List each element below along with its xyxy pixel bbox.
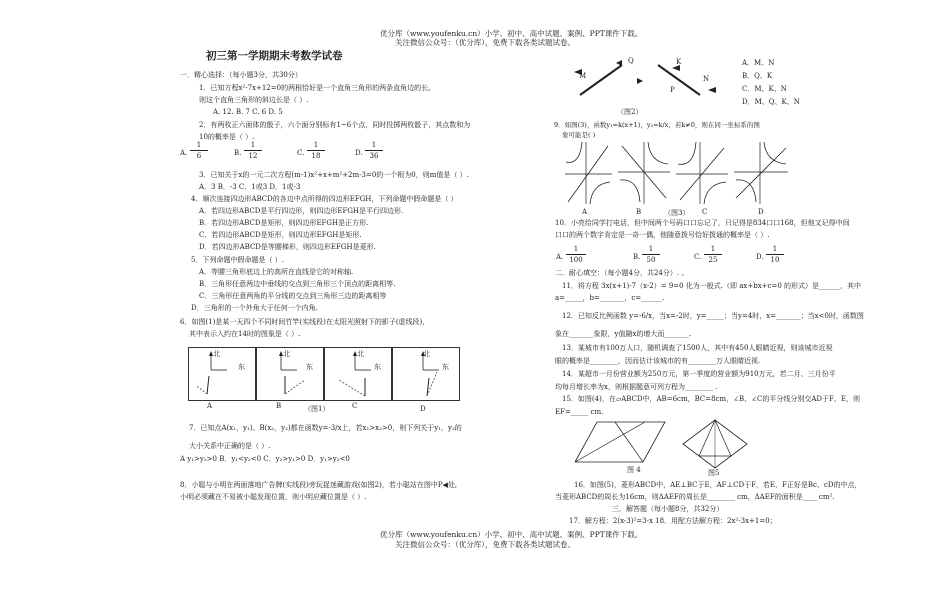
q4-option-b: B．若四边形ABCD是矩形，则四边形EFGH是正方形. xyxy=(199,219,369,227)
fig1-label-d: D xyxy=(420,405,426,413)
q10-frac-a: 1 100 xyxy=(566,245,586,264)
q5-option-b: B．三角形任意两边中垂线的交点到三角形三个顶点的距离相等. xyxy=(199,280,396,288)
q4-option-c: C．若四边形ABCD是矩形，则四边形EFGH是矩形. xyxy=(199,231,362,239)
fig1-box-b xyxy=(256,347,324,401)
fig3-graph-d xyxy=(734,142,788,204)
footer-line-2: 关注微信公众号：（优分库），免费下载各类试题试卷。 xyxy=(395,540,575,549)
fig2-m: M xyxy=(579,72,587,80)
q8-stem-2: 小明必须藏在不易被小聪发现位置，则小明应藏位置是（ ）. xyxy=(180,493,367,501)
q6-stem-1: 6．如图(1)是某一天四个不同时间竹竿(实线段)在太阳光照射下的影子(虚线段)， xyxy=(180,318,430,326)
fig45-drawing xyxy=(575,418,815,470)
header-line-2: 关注微信公众号：（优分库），免费下载各类试题试卷。 xyxy=(395,38,575,47)
q2-option-b: B. xyxy=(234,149,242,157)
fig2-q-marker xyxy=(616,60,622,66)
q16-line-1: 16．如图(5)，菱形ABCD中，AE⊥BC于E，AF⊥CD于F，若E、F正好是Bc、cD的中点， xyxy=(574,481,862,489)
q10-option-a: A. xyxy=(556,253,564,261)
fig1-d-north: 北 xyxy=(423,350,430,358)
fig1-c-north: 北 xyxy=(357,350,364,358)
q2-stem-1: 2．有两枚正六面体的骰子，六个面分别标有1~6个点，同时投掷两枚骰子，其点数和为 xyxy=(199,121,471,129)
fig1-c-east: 东 xyxy=(374,363,381,371)
fig4-caption: 图 4 xyxy=(627,466,641,474)
q2-frac-c: 1 18 xyxy=(307,141,325,160)
fig2-k: K xyxy=(676,58,682,66)
q11-line-1: 11．将方程 3x(x+1)-7（x-2）= 9=0 化为一般式.（即 ax+bx+c=0 的形式）是______，其中 xyxy=(562,282,862,290)
q14-line-2: 均每月增长率为x，则根据题意可列方程为________ . xyxy=(555,383,718,391)
q8-stem-1: 8．小聪与小明在两面落地广告牌(实线段)旁玩捉迷藏游戏(如图2)，若小聪站在图中P◀处, xyxy=(180,481,458,489)
q10-option-b: B. xyxy=(633,253,641,261)
fig1-a-drawing xyxy=(189,348,255,400)
section-3-heading: 三．解答题（每小题8分，共32分） xyxy=(612,505,724,513)
q10-option-d: D. xyxy=(756,253,764,261)
fig1-label-c: C xyxy=(352,402,358,410)
q6-stem-2: 其中表示入约在14时的图象是（ ）. xyxy=(189,330,301,338)
fig2-p-marker xyxy=(637,78,643,84)
fig1-label-b: B xyxy=(276,402,282,410)
section-1-heading: 一．精心选择：（每小题3分，共30分） xyxy=(180,71,302,79)
q2-frac-a: 1 6 xyxy=(190,141,208,160)
fig3-label-d: D xyxy=(758,208,764,216)
fig1-a-north: 北 xyxy=(213,350,220,358)
q2-option-d: D. xyxy=(355,149,363,157)
fig3-drawing xyxy=(560,132,790,207)
q9-stem: 9．如图(3)，函数y₁=k(x+1)，y₂=k/x，若k≠0，则在同一坐标系的图 xyxy=(554,121,760,129)
q10-frac-b: 1 50 xyxy=(642,245,660,264)
q2-option-c: C. xyxy=(297,149,305,157)
q1-stem-2: 则这个直角三角形的斜边长是（ ）. xyxy=(199,96,309,104)
section-2-heading: 二．耐心填空：（每小题4分，共24分）. 。 xyxy=(555,269,689,277)
fig1-b-east: 东 xyxy=(306,363,313,371)
fig4-parallelogram xyxy=(575,422,665,462)
q4-option-d: D．若四边形ABCD是等腰梯形，则四边形EFGH是菱形. xyxy=(199,243,376,251)
fig3-caption: （图3） xyxy=(664,209,690,217)
q5-option-d: D．三角形的一个外角大于任何一个内角. xyxy=(191,304,318,312)
q5-option-c: C．三角形任意两角的平分线的交点到三角形三边的距离相等 xyxy=(199,292,387,300)
fig1-b-north: 北 xyxy=(283,350,290,358)
header-line-1: 优分库（www.youfenku.cn）小学、初中、高中试题、案例、PPT课件下载。 xyxy=(380,29,643,38)
fig3-graph-b xyxy=(618,142,670,204)
fig2-n: N xyxy=(703,75,710,83)
q10-option-c: C. xyxy=(694,253,702,261)
fig2-caption: （图2） xyxy=(617,108,643,116)
fig1-caption: （图1） xyxy=(304,405,330,413)
fig2-p: P xyxy=(670,86,675,94)
q1-options: A. 12. B. 7 C. 6 D. 5 xyxy=(213,108,283,116)
q15-line-1: 15．如图(4)，在▱ABCD中，AB=6cm，BC=8cm，∠B、∠C的平分线分别交AD于F、E，则 xyxy=(562,395,860,403)
q10-stem-2: 口口的两个数字肯定是一奇一偶，他随意拨号恰好拨通的概率是（ ）. xyxy=(555,231,770,239)
q3-stem: 3．已知关于x的一元二次方程(m-1)x²+x+m²+2m-3=0的一个根为0，则m值是（ ）. xyxy=(199,171,469,179)
fig3-label-b: B xyxy=(636,208,642,216)
fig1-a-east: 东 xyxy=(238,363,245,371)
q5-stem: 5．下列命题中假命题是（ ）. xyxy=(191,256,284,264)
q1-stem-1: 1．已知方程x²-7x+12=0的两根恰好是一个直角三角形的两条直角边的长, xyxy=(199,84,431,92)
fig5-caption: 图5 xyxy=(708,469,720,477)
fig3-label-c: C xyxy=(702,208,708,216)
page-title: 初三第一学期期末考数学试卷 xyxy=(206,50,343,62)
q11-line-2: a=_____，b=_______，c=______. xyxy=(555,294,665,302)
q7-stem-2: 大小关系中正确的是（ ）. xyxy=(189,442,271,450)
q8-option-c: C．M、K、N xyxy=(742,85,787,93)
q2-frac-b: 1 12 xyxy=(244,141,262,160)
q9-stem-2: 象可能是( ) xyxy=(562,131,596,139)
fig2-n-marker xyxy=(708,87,716,93)
fig3-label-a: A xyxy=(582,208,588,216)
fig1-b-drawing xyxy=(257,348,323,400)
q15-line-2: EF=_____ cm. xyxy=(555,408,604,416)
q2-frac-d: 1 36 xyxy=(365,141,383,160)
q4-option-a: A．若四边形ABCD是平行四边形，则四边形EFGH是平行四边形. xyxy=(199,207,404,215)
fig3-graph-c xyxy=(676,142,728,204)
q13-line-1: 13．某城市有100万人口，随机调查了1500人，其中有450人眼睛近视，则该城市近视 xyxy=(562,344,833,352)
q10-frac-d: 1 10 xyxy=(766,245,784,264)
q8-option-d: D．M、Q、K、N xyxy=(742,98,800,106)
fig1-box-a xyxy=(188,347,256,401)
q13-line-2: 眼的概率是________，因而估计该城市的有________万人眼睛近视. xyxy=(555,357,761,365)
q2-stem-2: 10的概率是（ ）. xyxy=(199,133,255,141)
q12-line-2: 象在_______象限，y值随x的增大而_______. xyxy=(555,330,692,338)
q16-line-2: 当菱形ABCD的周长为16cm，则ΔAEF的周长是________ cm，ΔAEF的面积是____ cm². xyxy=(555,493,835,501)
q8-option-a: A．M、N xyxy=(742,59,775,67)
q10-frac-c: 1 25 xyxy=(704,245,722,264)
q4-stem: 4．顺次连接四边形ABCD的各边中点所得的四边形EFGH，下列命题中假命题是（ ） xyxy=(191,195,458,203)
q8-option-b: B．Q、K xyxy=(742,72,773,80)
q3-options: A．3 B．-3 C．1或3 D．1或-3 xyxy=(199,183,301,191)
fig1-d-east: 东 xyxy=(442,363,449,371)
q12-line-1: 12．已知反比例函数 y=-6/x，当x=-2时，y=_____；当y=4时，x=_______；当x<0时，函数图 xyxy=(562,312,864,320)
q7-stem: 7．已知点A(x₁，y₁)、B(x₂，y₂)都在函数y=-3/x上，若x₁>x₂>0，则下列关于y₁，y₂的 xyxy=(189,424,462,432)
q17-18: 17．解方程：2(x-3)²=3-x 18．用配方法解方程：2x²-3x+1=0； xyxy=(569,517,777,525)
q7-options: A y₁>y₂>0 B．y₁<y₂<0 C．y₂>y₁>0 D．y₁>y₂<0 xyxy=(180,455,350,463)
fig3-graph-a xyxy=(565,142,612,204)
fig2-q: Q xyxy=(628,57,634,65)
footer-line-1: 优分库（www.youfenku.cn）小学、初中、高中试题、案例、PPT课件下载。 xyxy=(380,530,643,539)
q2-option-a: A. xyxy=(180,149,188,157)
q10-stem-1: 10．小亮给同学打电话，但中间两个号码口口忘记了，只记得是834口口168，但他又记得中间 xyxy=(555,219,850,227)
fig1-label-a: A xyxy=(207,402,213,410)
fig5-rhombus xyxy=(683,420,747,468)
q14-line-1: 14．某超市一月份营业额为250万元，第一季度的营业额为910万元，若二月、三月份平 xyxy=(562,370,836,378)
q5-option-a: A．等腰三角形底边上的高所在直线是它的对称轴. xyxy=(199,268,354,276)
